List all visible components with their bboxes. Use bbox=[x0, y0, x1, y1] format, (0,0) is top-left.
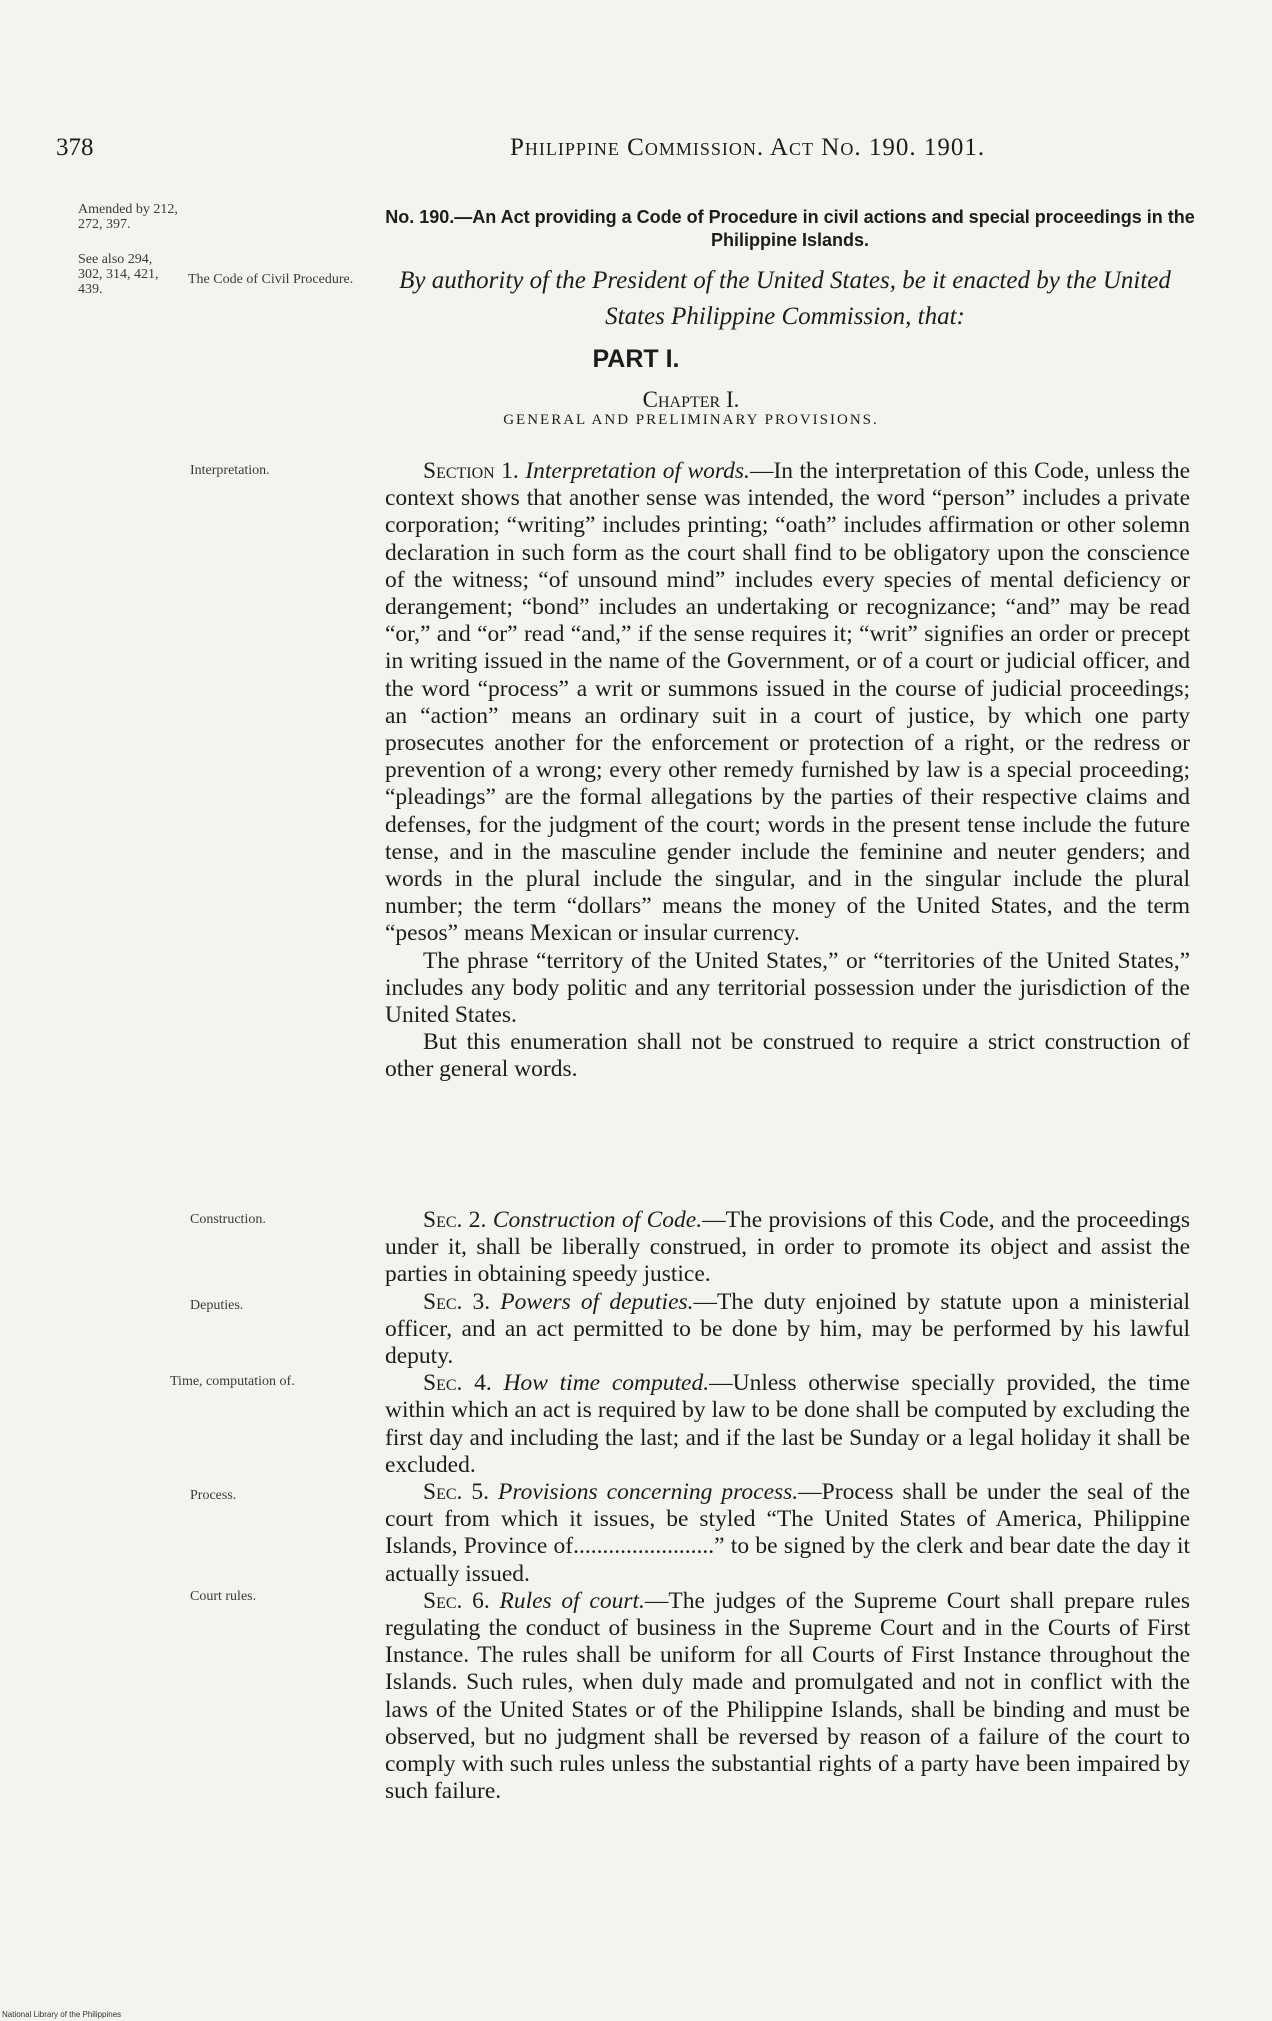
part-heading: PART I. bbox=[592, 345, 680, 373]
section-2-title: Construction of Code. bbox=[492, 1207, 703, 1233]
sidenote-amended: Amended by 212, 272, 397. bbox=[78, 202, 178, 232]
section-4-label: Sec. 4. bbox=[423, 1370, 492, 1397]
section-2-text: —The provisions of this Code, and the proceedings under it, shall be liberally construed, in order to promote its object and assist the parties in obtaining speedy justice. bbox=[385, 1207, 1191, 1288]
section-2-label: Sec. 2. bbox=[423, 1207, 487, 1233]
section-6-label: Sec. 6. bbox=[423, 1587, 490, 1614]
section-6-text: —The judges of the Supreme Court shall prepare rules regulating the conduct of business in the Supreme Court and in the Courts of First Instance. The rules shall be uniform for all Courts of First Instance throughout the Islands. Such rules, when duly made and promulgated and not in conflict with the laws of the United States or of the Philippine Islands, shall be binding and must be observed, but no judgment shall be reversed by reason of a failure of the court to comply with such rules unless the substantial rights of a party have been impaired by such failure. bbox=[385, 1587, 1191, 1805]
section-6-title: Rules of court. bbox=[499, 1587, 645, 1614]
section-4-text: —Unless otherwise specially provided, the time within which an act is required by law to be done shall be computed by excluding the first day and including the last; and if the last be Sunday or a legal holiday it shall be excluded. bbox=[385, 1370, 1191, 1478]
section-4-title: How time computed. bbox=[503, 1370, 710, 1397]
sidenote-interpretation: Interpretation. bbox=[190, 463, 270, 478]
section-1-text: —In the interpretation of this Code, unless the context shows that another sense was intended, the word “person” includes a private corporation; “writing” includes printing; “oath” includes affirmation or other solemn declaration in such form as the court shall find to be obligatory upon the conscience of the witness; “of unsound mind” includes every species of mental deficiency or derangement; “bond” includes an undertaking or recognizance; “and” may be read “or,” and “or” read “and,” if the sense requires it; “writ” signifies an order or precept in writing issued in the name of the Government, or of a court or judicial officer, and the word “process” a writ or summons issued in the course of judicial proceedings; an “action” means an ordinary suit in a court of justice, by which one party prosecutes another for the enforcement or protection of a right, or the redress or prevention of a wrong; every other remedy furnished by law is a special proceeding; “pleadings” are the formal allegations by the parties of their respective claims and defenses, for the judgment of the court; words in the present tense include the future tense, and in the masculine gender include the feminine and neuter genders; and words in the plural include the singular, and in the singular include the plural number; the term “dollars” means the money of the United States, and the term “pesos” means Mexican or insular currency. bbox=[385, 458, 1191, 947]
sidenote-court-rules: Court rules. bbox=[190, 1589, 257, 1604]
section-4 bbox=[385, 1370, 1190, 1479]
section-5 bbox=[385, 1479, 1190, 1588]
sidenote-process: Process. bbox=[190, 1488, 237, 1503]
section-1-label: Section 1. bbox=[423, 458, 519, 484]
act-title: No. 190.—An Act providing a Code of Procedure in civil actions and special proceedings in the Philippine Islands. bbox=[385, 207, 1195, 250]
section-5-label: Sec. 5. bbox=[423, 1479, 490, 1506]
section-5-text: —Process shall be under the seal of the court from which it issues, be styled “The United States of America, Philippine Islands, Province of........................” to be signed by the clerk and bear date the day it actually issued. bbox=[385, 1479, 1190, 1587]
footer-credit: National Library of the Philippines bbox=[2, 2010, 122, 2019]
section-1 bbox=[385, 458, 1190, 1084]
section-group-heading: GENERAL AND PRELIMINARY PROVISIONS. bbox=[503, 412, 879, 428]
section-1-para-2: The phrase “territory of the United States,” or “territories of the United States,” includes any body politic and any territorial possession under the jurisdiction of the United States. bbox=[385, 947, 1190, 1029]
section-3-text: —The duty enjoined by statute upon a ministerial officer, and an act permitted to be done by him, may be performed by his lawful deputy. bbox=[385, 1288, 1191, 1370]
sidenote-time: Time, computation of. bbox=[170, 1374, 295, 1389]
sidenote-see-also: See also 294, 302, 314, 421, 439. bbox=[78, 252, 159, 297]
section-3-title: Powers of deputies. bbox=[500, 1288, 694, 1315]
section-6 bbox=[385, 1588, 1190, 1806]
sidenote-code: The Code of Civil Procedure. bbox=[188, 272, 354, 287]
enacting-clause: By authority of the President of the United States, be it enacted by the United States Philippine Commission, that: bbox=[399, 267, 1171, 330]
section-1-para-3: But this enumeration shall not be construed to require a strict construction of other general words. bbox=[385, 1029, 1190, 1083]
section-2 bbox=[385, 1207, 1190, 1289]
section-5-title: Provisions concerning process. bbox=[498, 1479, 799, 1506]
section-1-para-1 bbox=[385, 458, 1190, 948]
section-3-label: Sec. 3. bbox=[423, 1288, 491, 1315]
sections-2-6 bbox=[385, 1207, 1190, 1805]
sidenote-construction: Construction. bbox=[190, 1212, 266, 1227]
section-3 bbox=[385, 1289, 1190, 1371]
chapter-heading: Chapter I. bbox=[642, 387, 740, 412]
running-head: Philippine Commission. Act No. 190. 1901. bbox=[510, 134, 986, 161]
section-1-title: Interpretation of words. bbox=[525, 458, 750, 484]
sidenote-deputies: Deputies. bbox=[190, 1298, 244, 1313]
page-number: 378 bbox=[56, 134, 94, 161]
